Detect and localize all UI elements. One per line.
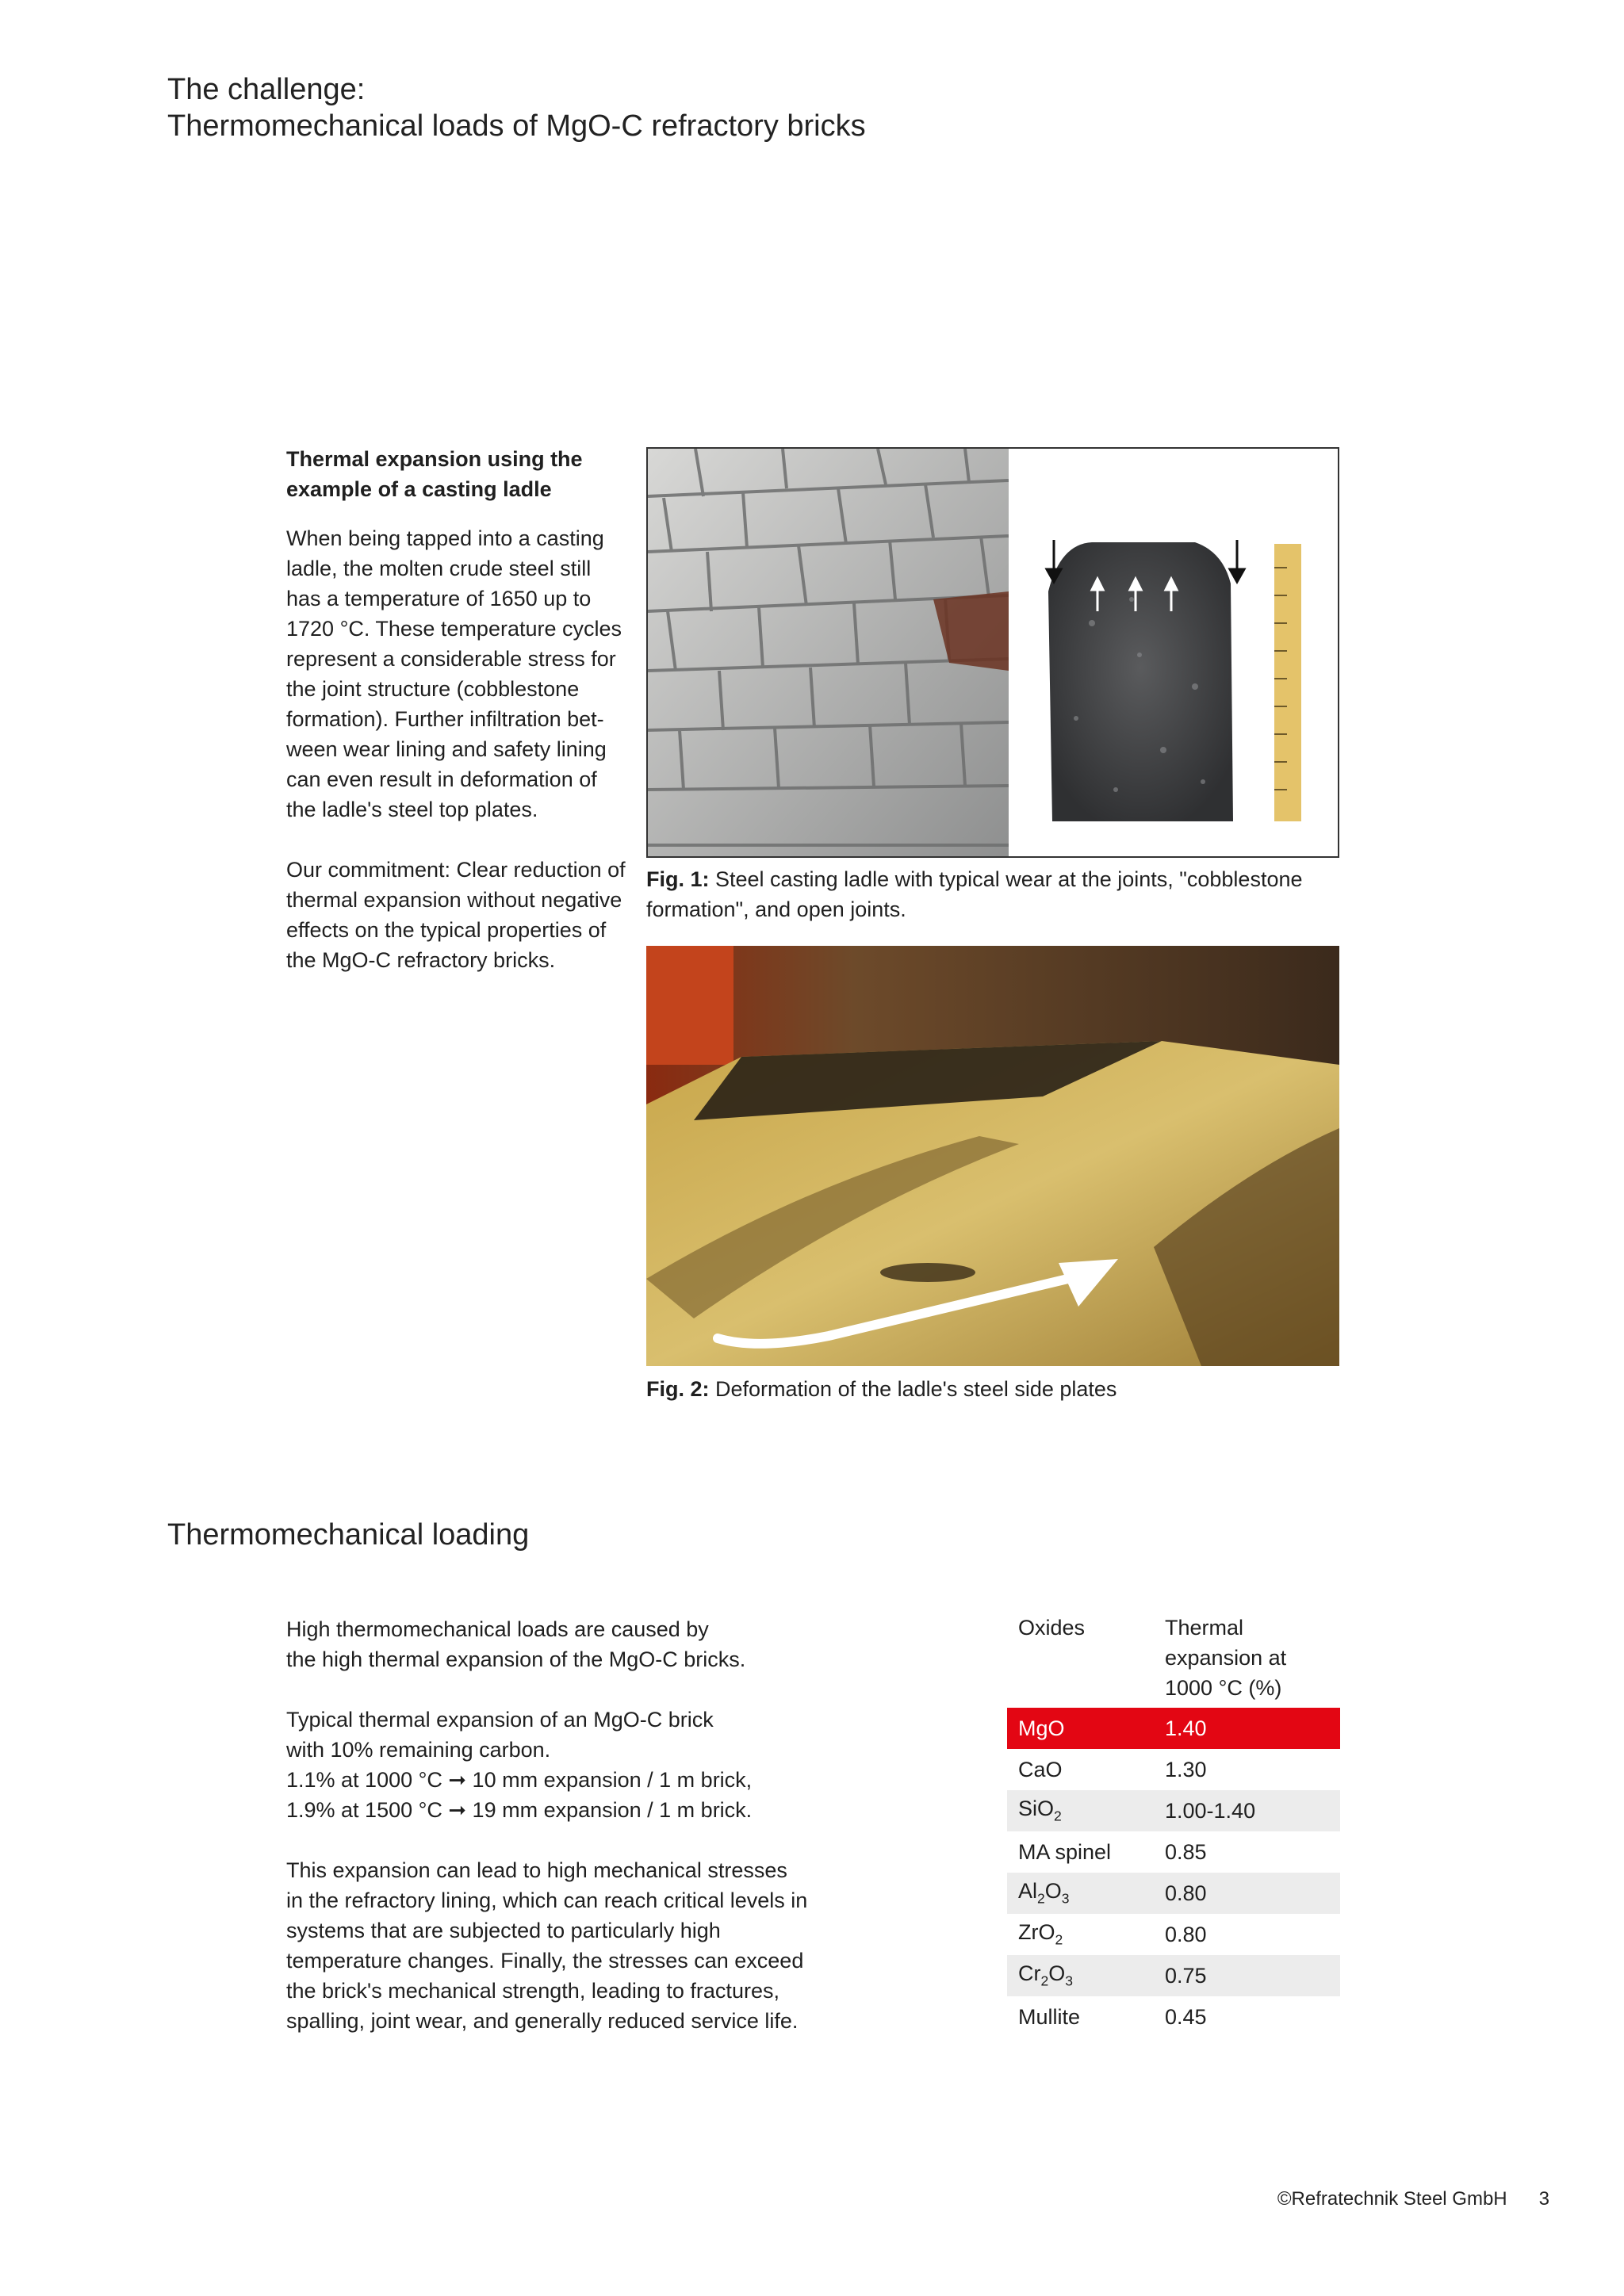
footer-copyright: ©Refratechnik Steel GmbH (1277, 2188, 1507, 2210)
oxide-cell: MgO (1007, 1708, 1154, 1749)
page-title-line1: The challenge: (167, 73, 366, 106)
page-title-line2: Thermomechanical loads of MgO-C refractory bricks (167, 109, 866, 143)
table-row (1007, 1749, 1340, 1790)
figure-1-caption (646, 864, 1339, 924)
figure-1-caption-text: Steel casting ladle with typical wear at the joints, "cobblestone formation", and open joints. (646, 867, 1303, 921)
figure-1-image (646, 447, 1339, 858)
table-row (1007, 1708, 1340, 1749)
page-number: 3 (1538, 2188, 1549, 2210)
table-header-expansion: Thermal expansion at 1000 °C (%) (1165, 1616, 1287, 1700)
figure-1-label: Fig. 1: (646, 867, 710, 891)
value-cell: 1.00-1.40 (1154, 1790, 1340, 1831)
section-p2-line2: with 10% remaining carbon. (286, 1738, 551, 1762)
value-cell: 1.30 (1165, 1757, 1207, 1781)
table-row (1007, 1873, 1340, 1914)
oxide-cell: Mullite (1018, 2004, 1081, 2029)
page-footer (1277, 2188, 1549, 2210)
intro-paragraph-2: Our commitment: Clear reduction of thermal expansion without negative effects on the typical properties of the MgO-C refractory bricks. (286, 858, 626, 972)
table-header-row (1007, 1613, 1340, 1708)
section-p2-line1: Typical thermal expansion of an MgO-C brick (286, 1708, 714, 1732)
figure-2-image (646, 946, 1339, 1366)
section-paragraph-1 (286, 1614, 810, 1674)
table-row (1007, 1996, 1340, 2038)
intro-column (286, 444, 627, 1005)
value-cell: 0.75 (1154, 1955, 1340, 1996)
figure-2-label: Fig. 2: (646, 1377, 710, 1401)
oxide-cell: $Cr_2O_3$ (1007, 1955, 1154, 1996)
section-p2-line3: 1.1% at 1000 °C ➞ 10 mm expansion / 1 m brick, (286, 1768, 753, 1792)
value-cell: 0.80 (1154, 1873, 1340, 1914)
table-header-oxides: Oxides (1018, 1616, 1086, 1640)
table-row (1007, 1790, 1340, 1831)
figure-2-caption-text: Deformation of the ladle's steel side plates (709, 1377, 1117, 1401)
oxide-cell: MA spinel (1018, 1839, 1112, 1864)
oxide-cell: ZrO$_2$ (1018, 1920, 1063, 1948)
section-paragraph-2 (286, 1705, 810, 1825)
value-cell: 1.40 (1154, 1708, 1340, 1749)
figure-2-caption (646, 1374, 1339, 1404)
page-title (167, 71, 866, 144)
section-p1-line2: the high thermal expansion of the MgO-C bricks. (286, 1647, 746, 1671)
value-cell: 0.85 (1165, 1839, 1207, 1864)
table-row (1007, 1831, 1340, 1873)
section-body (286, 1614, 810, 2066)
section-paragraph-3: This expansion can lead to high mechanical stresses in the refractory lining, which can reach critical levels in systems that are subjected to particularly high temperature changes. Finally, the stresses can exceed the brick's mechanical strength, leading to fractures, spalling, joint wear, and generally reduced service life. (286, 1858, 808, 2033)
ladle-deformation-photo (646, 946, 1339, 1366)
intro-paragraph-1: When being tapped into a casting ladle, the molten crude steel still has a temperature of 1650 up to 1720 °C. These temperature cycles represent a considerable stress for the joint structure (cobblestone formation). Further infiltration bet-ween wear lining and safety lining can even result in deformation of the ladle's steel top plates. (286, 526, 622, 821)
value-cell: 0.45 (1165, 2004, 1207, 2029)
table-row (1007, 1955, 1340, 1996)
table-row (1007, 1914, 1340, 1955)
oxides-table (1007, 1613, 1340, 2038)
oxide-cell: CaO (1018, 1757, 1063, 1781)
section-p1-line1: High thermomechanical loads are caused by (286, 1617, 709, 1641)
section-title: Thermomechanical loading (167, 1518, 530, 1552)
section-p2-line4: 1.9% at 1500 °C ➞ 19 mm expansion / 1 m brick. (286, 1798, 753, 1822)
intro-heading: Thermal expansion using the example of a casting ladle (286, 447, 583, 501)
value-cell: 0.80 (1165, 1922, 1207, 1946)
oxide-cell: SiO$_2$ (1007, 1790, 1154, 1831)
ladle-bricks-photo (648, 449, 1339, 858)
oxide-cell: $Al_2O_3$ (1007, 1873, 1154, 1914)
